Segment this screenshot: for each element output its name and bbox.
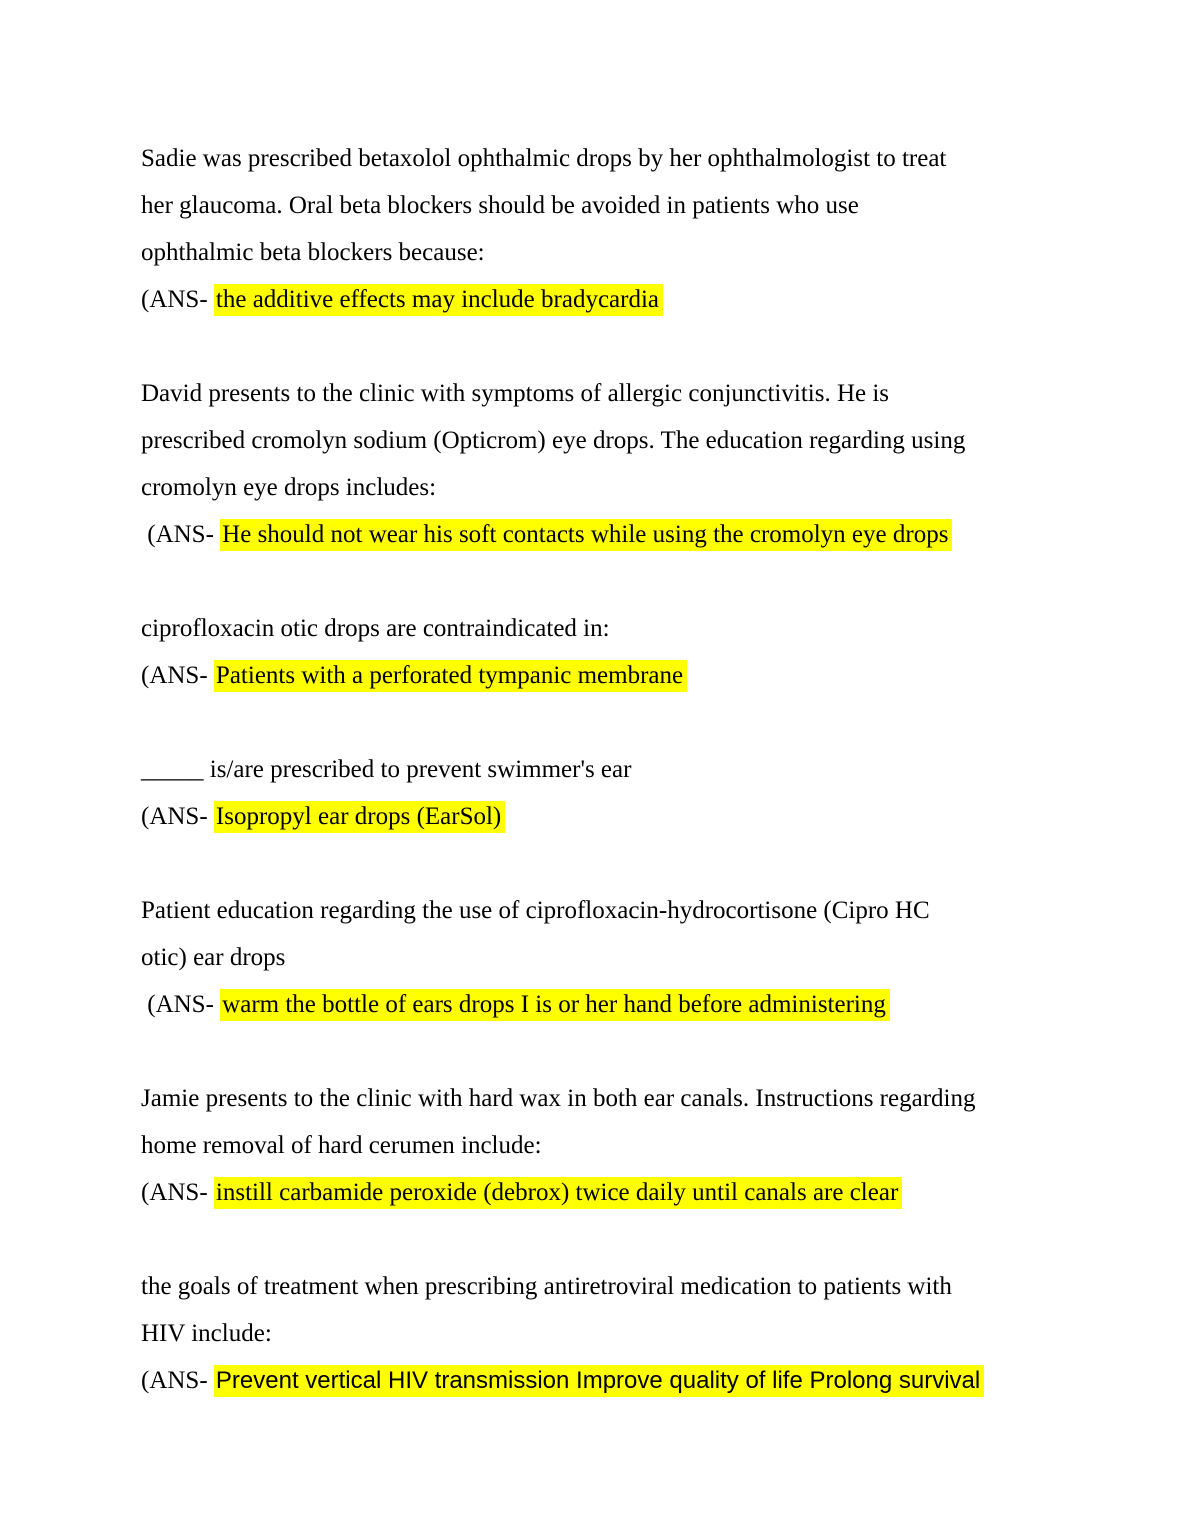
answer-line (141, 1169, 1150, 1216)
question-line: her glaucoma. Oral beta blockers should be avoided in patients who use (141, 192, 859, 219)
qa-block-3 (141, 605, 1150, 699)
question-line: home removal of hard cerumen include: (141, 1132, 542, 1159)
block-spacer (141, 1028, 1150, 1075)
block-spacer (141, 699, 1150, 746)
answer-highlight: Prevent vertical HIV transmission Improve quality of life Prolong survival (214, 1365, 984, 1397)
question-line: David presents to the clinic with symptoms of allergic conjunctivitis. He is (141, 380, 890, 407)
question-line: cromolyn eye drops includes: (141, 474, 437, 501)
question-line: Patient education regarding the use of ciprofloxacin-hydrocortisone (Cipro HC (141, 897, 930, 924)
question-line: Sadie was prescribed betaxolol ophthalmic drops by her ophthalmologist to treat (141, 145, 947, 172)
answer-prefix: (ANS- (141, 1179, 214, 1206)
answer-highlight: He should not wear his soft contacts while using the cromolyn eye drops (220, 519, 952, 551)
answer-highlight: Patients with a perforated tympanic membrane (214, 660, 687, 692)
question-line: the goals of treatment when prescribing antiretroviral medication to patients with (141, 1273, 952, 1300)
answer-prefix: (ANS- (141, 991, 221, 1018)
answer-prefix: (ANS- (141, 286, 214, 313)
qa-block-4 (141, 746, 1150, 840)
answer-line (141, 793, 1150, 840)
answer-highlight: instill carbamide peroxide (debrox) twice daily until canals are clear (214, 1177, 902, 1209)
block-spacer (141, 323, 1150, 370)
qa-block-5 (141, 887, 1150, 1028)
block-spacer (141, 558, 1150, 605)
answer-line (141, 1357, 1150, 1404)
answer-line (141, 981, 1150, 1028)
answer-line (141, 511, 1150, 558)
question-line: ciprofloxacin otic drops are contraindicated in: (141, 615, 610, 642)
answer-line (141, 652, 1150, 699)
question-line: ophthalmic beta blockers because: (141, 239, 485, 266)
block-spacer (141, 1216, 1150, 1263)
question-line: Jamie presents to the clinic with hard wax in both ear canals. Instructions regarding (141, 1085, 976, 1112)
block-spacer (141, 840, 1150, 887)
qa-block-2 (141, 370, 1150, 558)
question-line: _____ is/are prescribed to prevent swimmer's ear (141, 756, 632, 783)
answer-highlight: Isopropyl ear drops (EarSol) (214, 801, 505, 833)
question-line: HIV include: (141, 1320, 272, 1347)
question-line: otic) ear drops (141, 944, 286, 971)
answer-prefix: (ANS- (141, 662, 214, 689)
answer-highlight: the additive effects may include bradycardia (214, 284, 663, 316)
answer-line (141, 276, 1150, 323)
question-line: prescribed cromolyn sodium (Opticrom) eye drops. The education regarding using (141, 427, 966, 454)
qa-block-1 (141, 135, 1150, 323)
answer-highlight: warm the bottle of ears drops I is or her hand before administering (220, 989, 890, 1021)
answer-prefix: (ANS- (141, 1367, 214, 1394)
qa-block-7 (141, 1263, 1150, 1404)
answer-prefix: (ANS- (141, 803, 214, 830)
qa-block-6 (141, 1075, 1150, 1216)
answer-prefix: (ANS- (141, 521, 221, 548)
